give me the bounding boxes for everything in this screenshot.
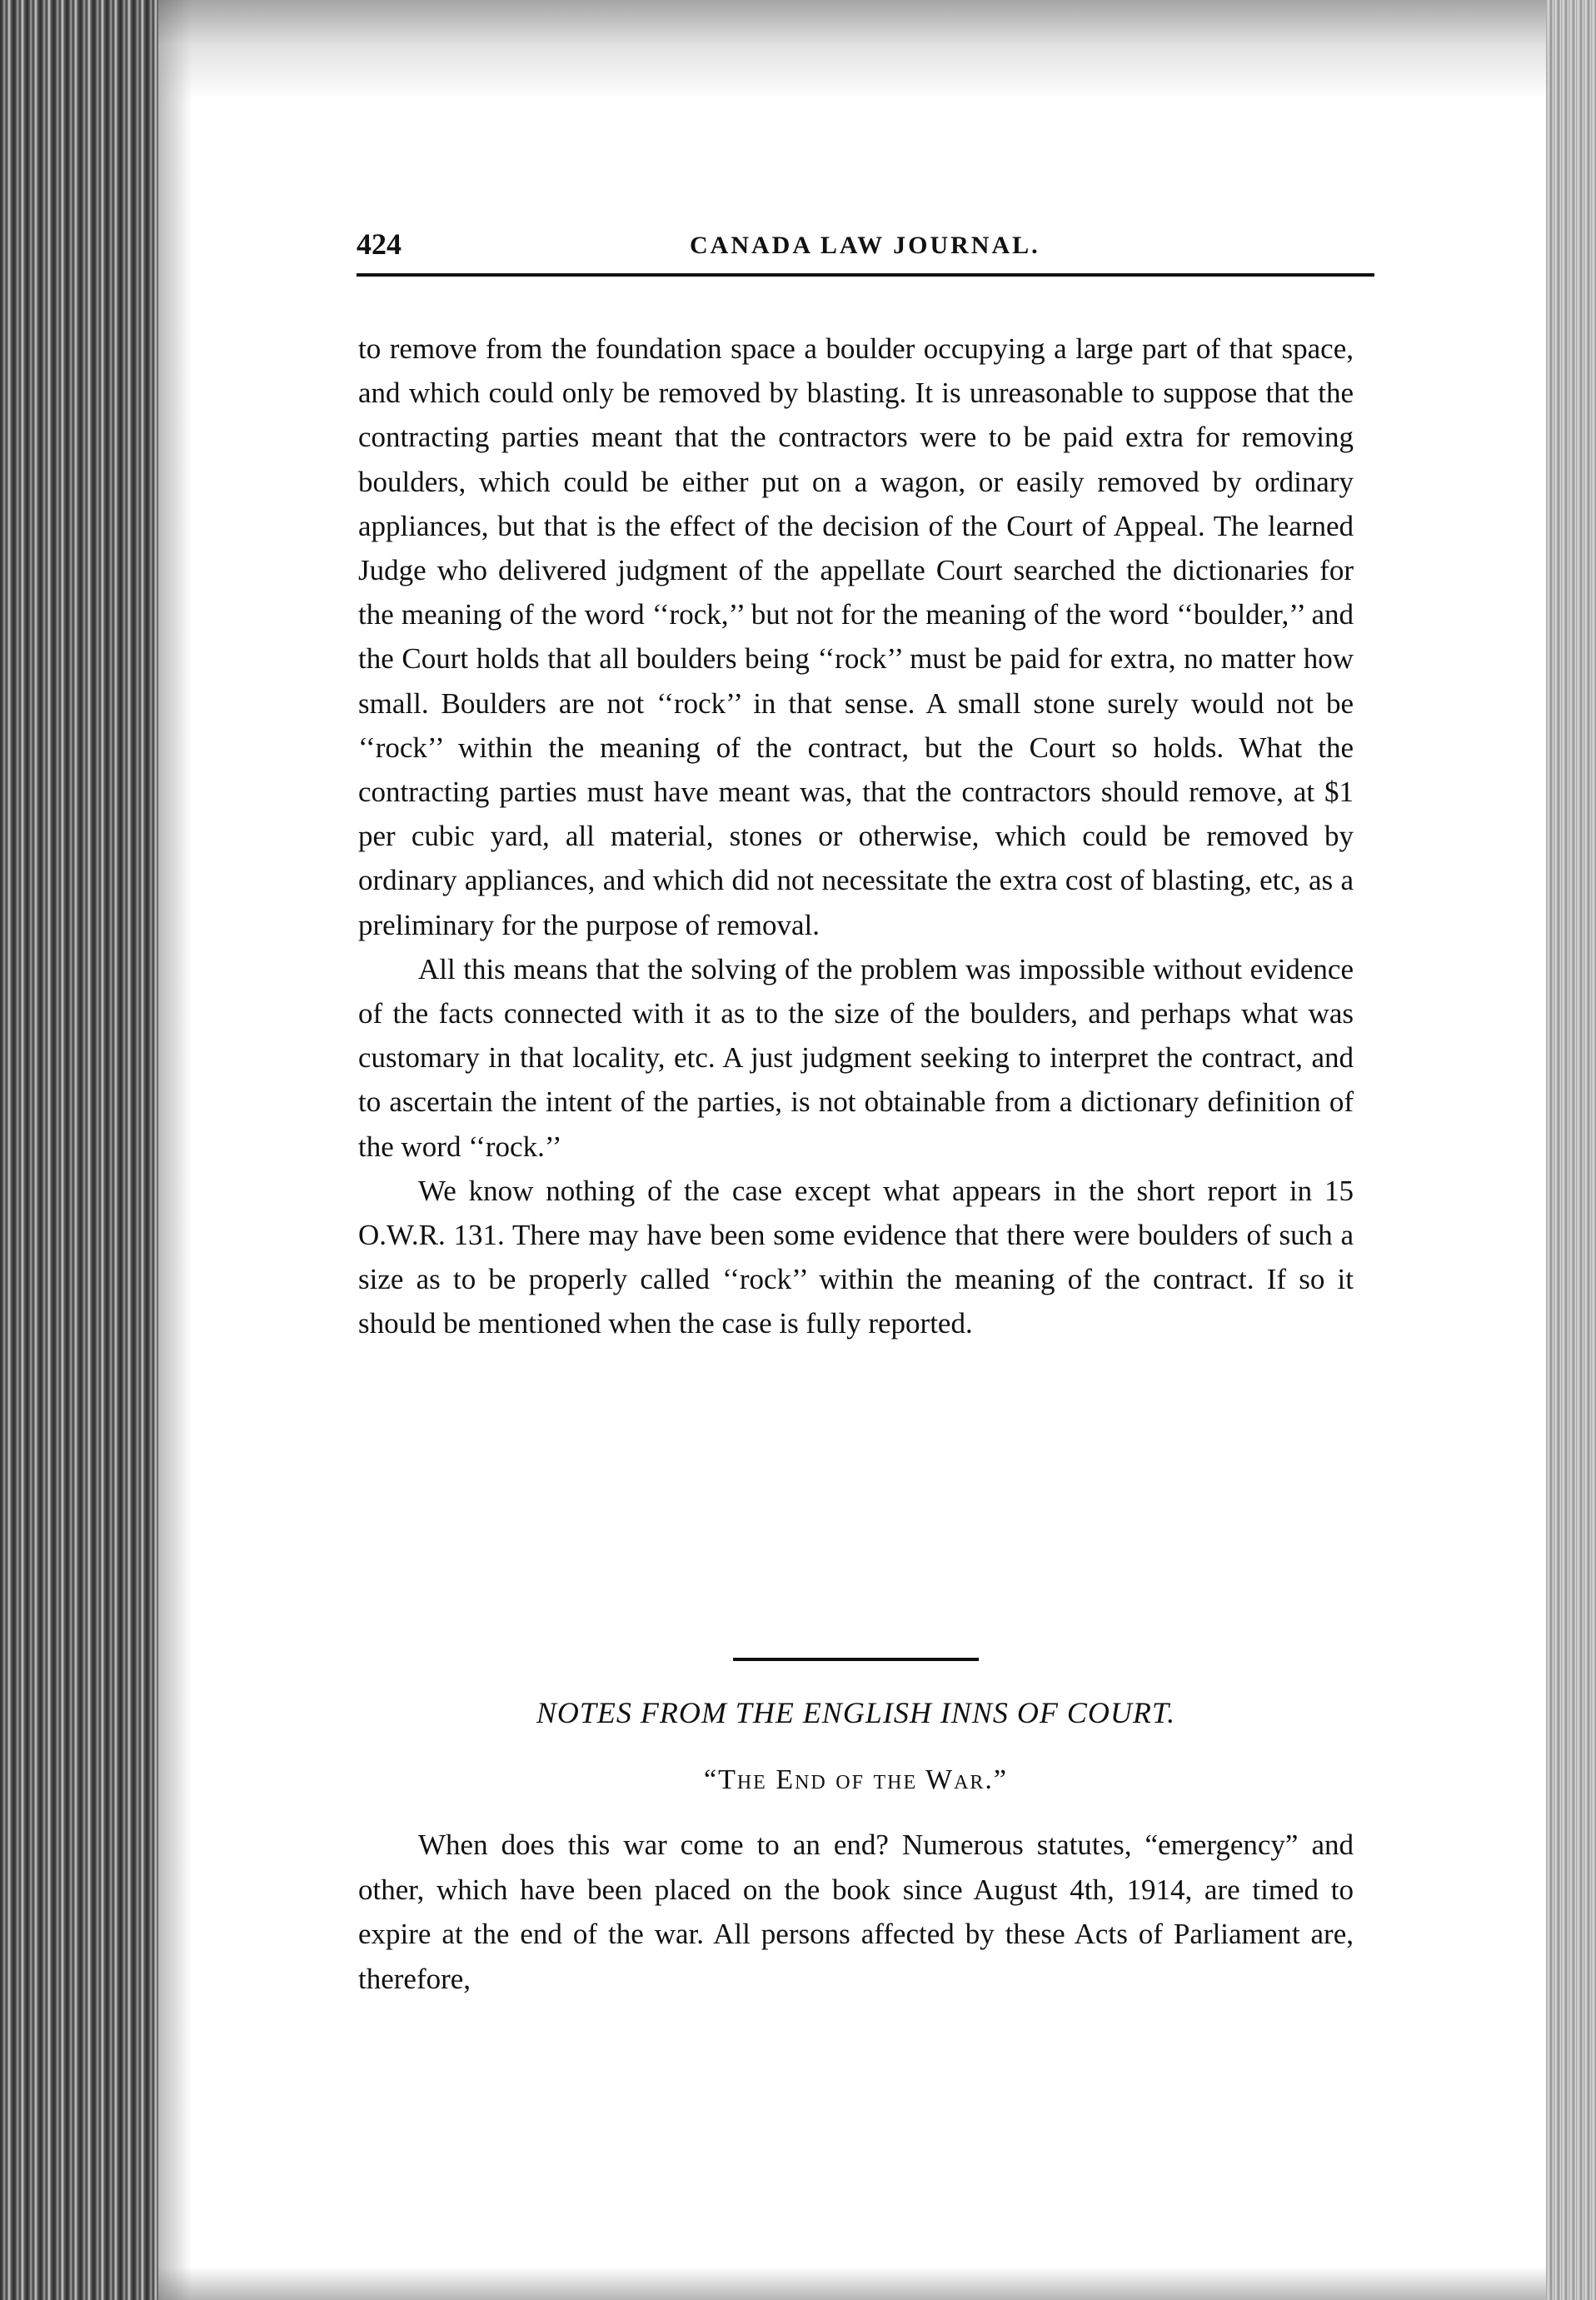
scan-edge-right xyxy=(1546,0,1596,2300)
page-number: 424 xyxy=(357,227,401,261)
scan-edge-bottom xyxy=(158,2267,1546,2300)
scan-edge-left xyxy=(0,0,158,2300)
article-paragraph: to remove from the foundation space a boulder occupying a large part of that space, and which could only be removed by blasting. It is unreasonable to suppose that the contracting parties meant that the contractors were to be paid extra for removing boulders, which could be either put on a wagon, or easily removed by ordinary appliances, but that is the effect of the decision of the Court of Appeal. The learned Judge who delivered judgment of the appellate Court searched the dictionaries for the meaning of the word ‘‘rock,’’ but not for the meaning of the word ‘‘boulder,’’ and the Court holds that all boulders being ‘‘rock’’ must be paid for extra, no matter how small. Boulders are not ‘‘rock’’ in that sense. A small stone surely would not be ‘‘rock’’ within the meaning of the contract, but the Court so holds. What the contracting parties must have meant was, that the contractors should remove, at $1 per cubic yard, all material, stones or otherwise, which could be removed by ordinary appliances, and which did not necessitate the extra cost of blasting, etc, as a preliminary for the purpose of removal. xyxy=(358,332,1354,941)
scan-edge-top xyxy=(158,0,1546,100)
section-subtitle: “The End of the War.” xyxy=(703,1764,1009,1795)
section-body xyxy=(358,1823,1354,2001)
article-body xyxy=(358,327,1354,1346)
page-header xyxy=(357,227,1373,268)
section-divider xyxy=(733,1658,979,1661)
article-paragraph: All this means that the solving of the problem was impossible without evidence of the facts connected with it as to the size of the boulders, and perhaps what was customary in that locality, etc. A just judgment seeking to interpret the contract, and to ascertain the intent of the parties, is not obtainable from a dictionary definition of the word ‘‘rock.’’ xyxy=(358,952,1354,1163)
header-rule xyxy=(357,273,1374,277)
running-head: CANADA LAW JOURNAL. xyxy=(690,232,1040,259)
section-paragraph: When does this war come to an end? Numerous statutes, “emergency” and other, which have been placed on the book since August 4th, 1914, are timed to expire at the end of the war. All persons affected by these Acts of Parliament are, therefore, xyxy=(358,1829,1354,1995)
section-title: NOTES FROM THE ENGLISH INNS OF COURT. xyxy=(536,1696,1176,1729)
article-paragraph: We know nothing of the case except what appears in the short report in 15 O.W.R. 131. There may have been some evidence that there were boulders of such a size as to be properly called ‘‘rock’’ within the meaning of the contract. If so it should be mentioned when the case is fully reported. xyxy=(358,1174,1354,1340)
